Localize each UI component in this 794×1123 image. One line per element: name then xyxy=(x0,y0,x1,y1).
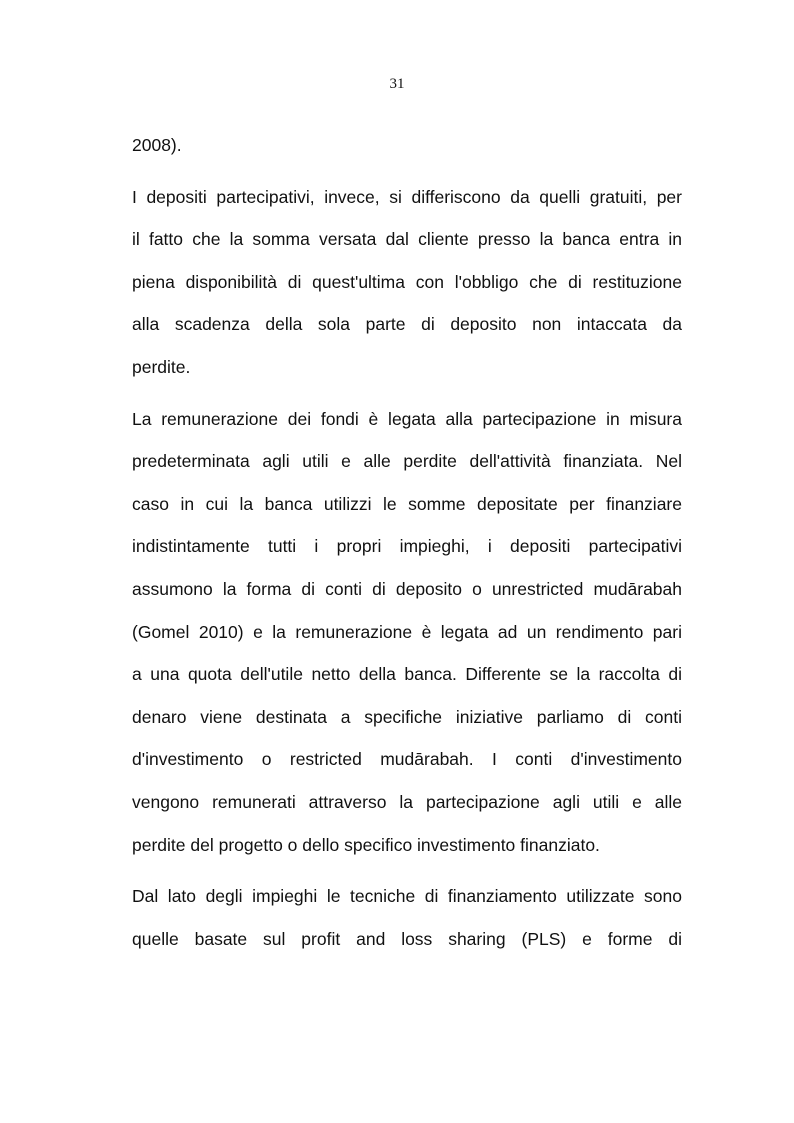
text-line: Dal lato degli impieghi le tecniche di finanziamento utilizzate sono xyxy=(132,886,682,907)
paragraph-gap xyxy=(132,866,682,875)
text-line: La remunerazione dei fondi è legata alla partecipazione in misura xyxy=(132,408,682,429)
text-line: quelle basate sul profit and loss sharing (PLS) e forme di xyxy=(132,928,682,949)
text-line: perdite del progetto o dello specifico investimento finanziato. xyxy=(132,834,600,855)
text-line: assumono la forma di conti di deposito o unrestricted mudārabah xyxy=(132,578,682,599)
text-line: alla scadenza della sola parte di deposito non intaccata da xyxy=(132,314,682,335)
page-number: 31 xyxy=(389,76,405,92)
paragraph xyxy=(132,176,682,389)
text-line: denaro viene destinata a specifiche iniziative parliamo di conti xyxy=(132,706,682,727)
paragraph xyxy=(132,124,682,167)
text-line: vengono remunerati attraverso la partecipazione agli utili e alle xyxy=(132,791,682,812)
text-line: a una quota dell'utile netto della banca. Differente se la raccolta di xyxy=(132,664,682,685)
paragraph-gap xyxy=(132,389,682,398)
text-line: I depositi partecipativi, invece, si differiscono da quelli gratuiti, per xyxy=(132,186,682,207)
text-line: predeterminata agli utili e alle perdite dell'attività finanziata. Nel xyxy=(132,451,682,472)
text-line: indistintamente tutti i propri impieghi, i depositi partecipativi xyxy=(132,536,682,557)
text-line: (Gomel 2010) e la remunerazione è legata ad un rendimento pari xyxy=(132,621,682,642)
text-line: d'investimento o restricted mudārabah. I conti d'investimento xyxy=(132,749,682,770)
text-line: piena disponibilità di quest'ultima con l'obbligo che di restituzione xyxy=(132,271,682,292)
paragraph xyxy=(132,875,682,960)
paragraph-gap xyxy=(132,167,682,176)
paragraph xyxy=(132,398,682,867)
text-line: il fatto che la somma versata dal cliente presso la banca entra in xyxy=(132,229,682,250)
text-line: 2008). xyxy=(132,135,182,155)
text-line: perdite. xyxy=(132,356,191,377)
text-line: caso in cui la banca utilizzi le somme depositate per finanziare xyxy=(132,493,682,514)
document-body xyxy=(132,124,682,960)
